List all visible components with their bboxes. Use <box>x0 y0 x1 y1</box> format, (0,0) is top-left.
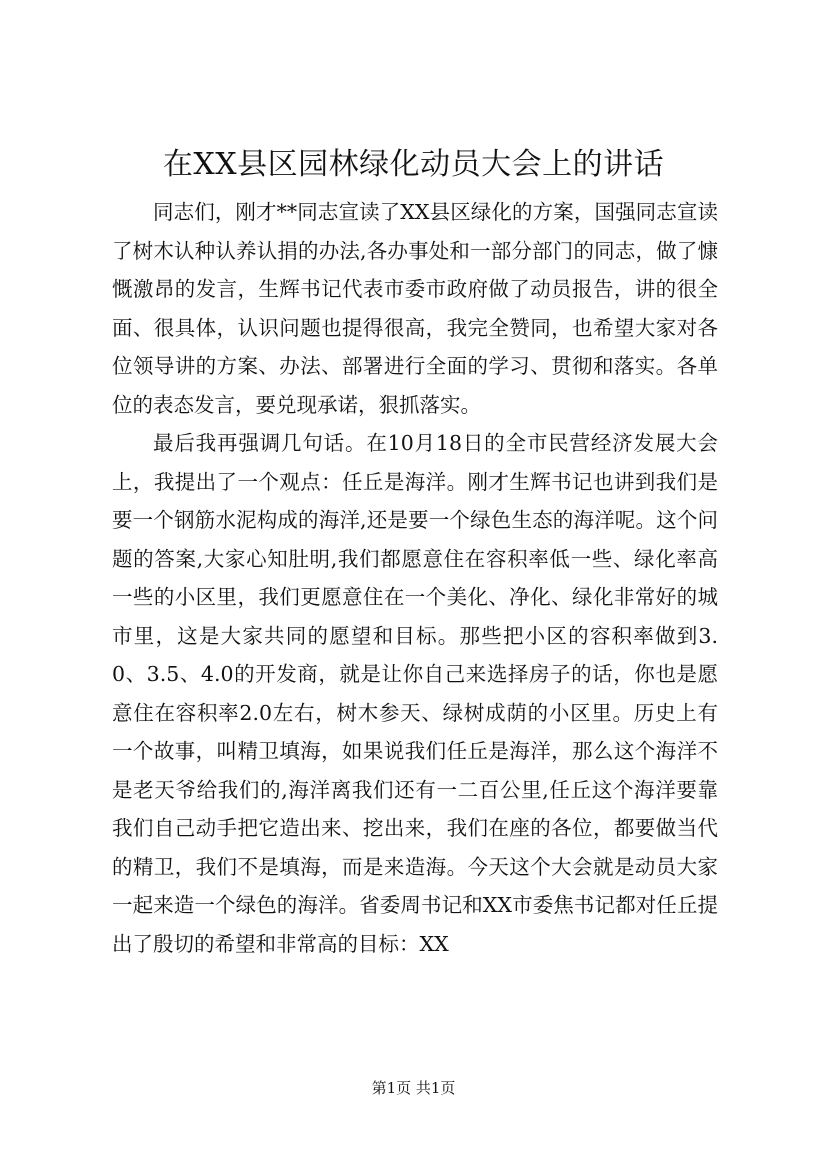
paragraph-2: 最后我再强调几句话。在10月18日的全市民营经济发展大会上，我提出了一个观点：任丘是海洋。刚才生辉书记也讲到我们是要一个钢筋水泥构成的海洋,还是要一个绿色生态的海洋呢。这个问题的答案,大家心知肚明,我们都愿意住在容积率低一些、绿化率高一些的小区里，我们更愿意住在一个美化、净化、绿化非常好的城市里，这是大家共同的愿望和目标。那些把小区的容积率做到3.0、3.5、4.0的开发商，就是让你自己来选择房子的话，你也是愿意住在容积率2.0左右，树木参天、绿树成荫的小区里。历史上有一个故事，叫精卫填海，如果说我们任丘是海洋，那么这个海洋不是老天爷给我们的,海洋离我们还有一二百公里,任丘这个海洋要靠我们自己动手把它造出来、挖出来，我们在座的各位，都要做当代的精卫，我们不是填海，而是来造海。今天这个大会就是动员大家一起来造一个绿色的海洋。省委周书记和XX市委焦书记都对任丘提出了殷切的希望和非常高的目标：XX <box>112 431 718 956</box>
document-body <box>112 193 718 963</box>
page-footer: 第1页 共1页 <box>371 1079 456 1097</box>
document-title: 在XX县区园林绿化动员大会上的讲话 <box>162 147 665 182</box>
paragraph-1: 同志们，刚才**同志宣读了XX县区绿化的方案，国强同志宣读了树木认种认养认捐的办法,各办事处和一部分部门的同志，做了慷慨激昂的发言，生辉书记代表市委市政府做了动员报告，讲的很全面、很具体，认识问题也提得很高，我完全赞同，也希望大家对各位领导讲的方案、办法、部署进行全面的学习、贯彻和落实。各单位的表态发言，要兑现承诺，狠抓落实。 <box>112 200 718 417</box>
